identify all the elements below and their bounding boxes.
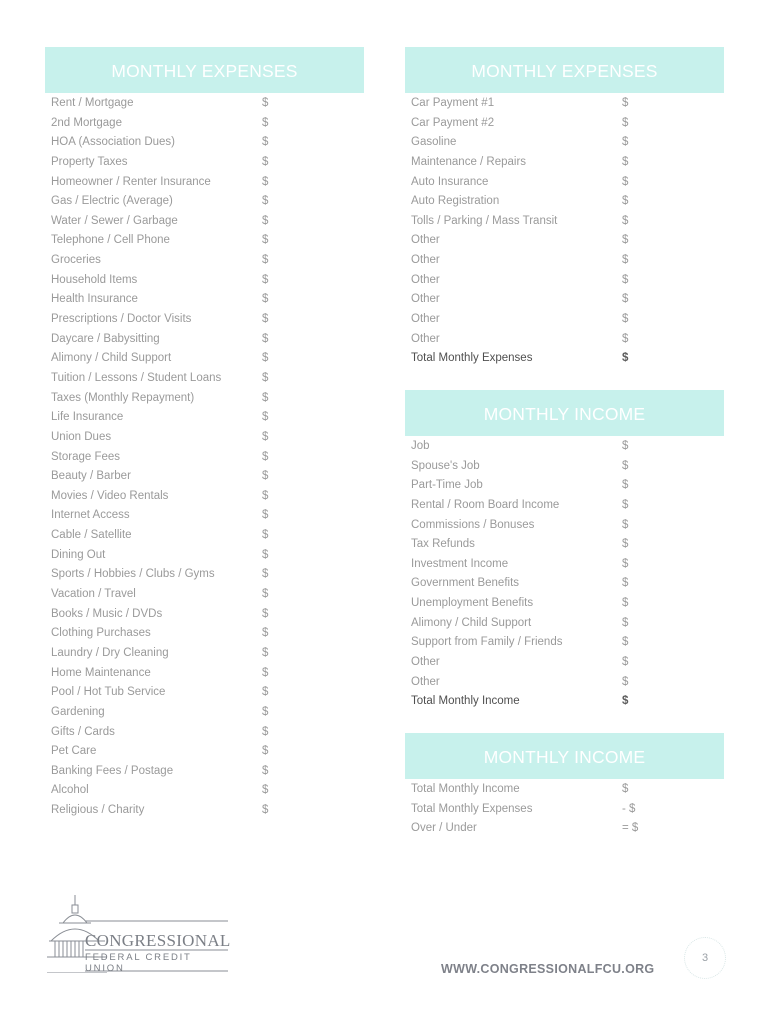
expense-row-label: Daycare / Babysitting xyxy=(51,332,160,345)
expense-row-amount-field[interactable]: $ xyxy=(262,470,269,483)
income-row-amount-field[interactable]: $ xyxy=(622,518,629,531)
expense-row-label: Taxes (Monthly Repayment) xyxy=(51,391,195,404)
expense-row-label: Property Taxes xyxy=(51,155,128,168)
summary-row-label: Over / Under xyxy=(411,822,477,835)
expense-row-amount-field[interactable]: $ xyxy=(262,588,269,601)
expense-row xyxy=(45,664,364,684)
expense-row-amount-field[interactable]: $ xyxy=(262,332,269,345)
total-income-label: Total Monthly Income xyxy=(411,695,520,708)
income-row-label: Job xyxy=(411,439,430,452)
expense-row xyxy=(45,192,364,212)
auto-expense-row xyxy=(405,114,724,134)
expense-row xyxy=(45,251,364,271)
auto-expense-row xyxy=(405,173,724,193)
auto-expense-row-amount-field[interactable]: $ xyxy=(622,313,629,326)
auto-expense-row-amount-field[interactable]: $ xyxy=(622,214,629,227)
expense-row-label: Groceries xyxy=(51,254,101,267)
expense-row-label: Water / Sewer / Garbage xyxy=(51,214,178,227)
expense-row xyxy=(45,546,364,566)
expense-row-label: Gas / Electric (Average) xyxy=(51,195,173,208)
expense-row-label: Pool / Hot Tub Service xyxy=(51,686,166,699)
income-row xyxy=(405,594,724,614)
expense-row-amount-field[interactable]: $ xyxy=(262,804,269,817)
auto-expense-row-amount-field[interactable]: $ xyxy=(622,254,629,267)
income-row xyxy=(405,535,724,555)
total-expenses-amount[interactable]: $ xyxy=(622,352,629,365)
expense-row xyxy=(45,742,364,762)
income-row xyxy=(405,633,724,653)
expense-row-label: Union Dues xyxy=(51,430,112,443)
expense-row-label: Telephone / Cell Phone xyxy=(51,234,170,247)
income-row-amount-field[interactable]: $ xyxy=(622,479,629,492)
expense-row xyxy=(45,506,364,526)
expense-row xyxy=(45,173,364,193)
income-row-amount-field[interactable]: $ xyxy=(622,557,629,570)
expense-row-amount-field[interactable]: $ xyxy=(262,568,269,581)
expense-row xyxy=(45,762,364,782)
expense-row-amount-field[interactable]: $ xyxy=(262,391,269,404)
auto-expense-row-amount-field[interactable]: $ xyxy=(622,136,629,149)
expense-row-amount-field[interactable]: $ xyxy=(262,195,269,208)
expense-row xyxy=(45,428,364,448)
auto-expense-row-label: Gasoline xyxy=(411,136,457,149)
auto-expense-row xyxy=(405,212,724,232)
expense-row xyxy=(45,349,364,369)
expense-row-label: Alimony / Child Support xyxy=(51,352,172,365)
expense-row-label: Gifts / Cards xyxy=(51,725,115,738)
income-row-amount-field[interactable]: $ xyxy=(622,459,629,472)
income-row-label: Support from Family / Friends xyxy=(411,636,563,649)
expense-row-label: Sports / Hobbies / Clubs / Gyms xyxy=(51,568,215,581)
total-expenses-row xyxy=(405,349,724,369)
income-row xyxy=(405,673,724,693)
congressional-logo xyxy=(45,893,230,973)
summary-row xyxy=(405,819,724,839)
expense-row xyxy=(45,624,364,644)
left-expenses-header: MONTHLY EXPENSES xyxy=(45,47,364,93)
expense-row xyxy=(45,94,364,114)
expense-row-label: Homeowner / Renter Insurance xyxy=(51,175,211,188)
expense-row-amount-field[interactable]: $ xyxy=(262,136,269,149)
income-row-label: Investment Income xyxy=(411,557,509,570)
total-income-row xyxy=(405,692,724,712)
expense-row-amount-field[interactable]: $ xyxy=(262,548,269,561)
expense-row-label: Vacation / Travel xyxy=(51,588,136,601)
expense-row xyxy=(45,526,364,546)
expense-row xyxy=(45,389,364,409)
logo-name: CONGRESSIONAL xyxy=(85,931,231,950)
auto-expense-row-amount-field[interactable]: $ xyxy=(622,97,629,109)
expense-row xyxy=(45,644,364,664)
auto-expense-row-label: Maintenance / Repairs xyxy=(411,155,527,168)
expense-row-label: Books / Music / DVDs xyxy=(51,607,163,620)
expense-row-label: Gardening xyxy=(51,705,105,718)
expense-row-amount-field[interactable]: $ xyxy=(262,214,269,227)
expense-row-label: Movies / Video Rentals xyxy=(51,489,169,502)
expense-row xyxy=(45,330,364,350)
expense-row-amount-field[interactable]: $ xyxy=(262,489,269,502)
auto-expense-row-label: Other xyxy=(411,234,440,247)
income-row xyxy=(405,555,724,575)
auto-expense-row-label: Other xyxy=(411,332,440,345)
auto-expense-row-label: Other xyxy=(411,273,440,286)
auto-expense-row-amount-field[interactable]: $ xyxy=(622,195,629,208)
total-expenses-label: Total Monthly Expenses xyxy=(411,352,533,365)
income-row xyxy=(405,437,724,457)
summary-row-amount-field[interactable]: = $ xyxy=(622,822,639,835)
logo-subtitle: FEDERAL CREDIT UNION xyxy=(85,952,192,974)
expense-row xyxy=(45,114,364,134)
expense-row xyxy=(45,723,364,743)
expense-row xyxy=(45,310,364,330)
auto-expense-row xyxy=(405,94,724,114)
summary-row-amount-field[interactable]: $ xyxy=(622,782,629,795)
income-row-amount-field[interactable]: $ xyxy=(622,597,629,610)
income-row-label: Other xyxy=(411,656,440,669)
expense-row xyxy=(45,133,364,153)
income-row-amount-field[interactable]: $ xyxy=(622,656,629,669)
income-row-label: Spouse's Job xyxy=(411,459,480,472)
right-expenses-rows xyxy=(405,93,724,349)
auto-expense-row-label: Car Payment #1 xyxy=(411,97,495,109)
income-row-label: Other xyxy=(411,675,440,688)
expense-row-label: Laundry / Dry Cleaning xyxy=(51,646,169,659)
expense-row xyxy=(45,408,364,428)
expense-row-label: Alcohol xyxy=(51,784,89,797)
income-row-amount-field[interactable]: $ xyxy=(622,439,629,452)
auto-expense-row xyxy=(405,290,724,310)
income-row-label: Government Benefits xyxy=(411,577,520,590)
total-income-amount[interactable]: $ xyxy=(622,695,629,708)
expense-row-label: Health Insurance xyxy=(51,293,138,306)
expense-row-amount-field[interactable]: $ xyxy=(262,116,269,129)
auto-expense-row-amount-field[interactable]: $ xyxy=(622,332,629,345)
auto-expense-row xyxy=(405,153,724,173)
expense-row xyxy=(45,683,364,703)
auto-expense-row-amount-field[interactable]: $ xyxy=(622,175,629,188)
expense-row-amount-field[interactable]: $ xyxy=(262,155,269,168)
expense-row-amount-field[interactable]: $ xyxy=(262,607,269,620)
expense-row xyxy=(45,369,364,389)
summary-rows xyxy=(405,779,724,839)
summary-row-label: Total Monthly Income xyxy=(411,782,520,795)
expense-row-label: Internet Access xyxy=(51,509,130,522)
auto-expense-row-amount-field[interactable]: $ xyxy=(622,293,629,306)
income-row xyxy=(405,516,724,536)
expense-row xyxy=(45,585,364,605)
auto-expense-row-label: Car Payment #2 xyxy=(411,116,495,129)
expense-row-label: Banking Fees / Postage xyxy=(51,764,174,777)
expense-row-amount-field[interactable]: $ xyxy=(262,175,269,188)
expense-row-amount-field[interactable]: $ xyxy=(262,430,269,443)
expense-row xyxy=(45,487,364,507)
auto-expense-row xyxy=(405,330,724,350)
expense-row-label: Tuition / Lessons / Student Loans xyxy=(51,371,222,384)
summary-row xyxy=(405,800,724,820)
right-column xyxy=(405,47,724,839)
income-row-amount-field[interactable]: $ xyxy=(622,616,629,629)
expense-row-amount-field[interactable]: $ xyxy=(262,411,269,424)
auto-expense-row xyxy=(405,310,724,330)
expense-row-label: Clothing Purchases xyxy=(51,627,151,640)
auto-expense-row xyxy=(405,271,724,291)
expense-row xyxy=(45,801,364,821)
expense-row-amount-field[interactable]: $ xyxy=(262,745,269,758)
expense-row xyxy=(45,467,364,487)
expense-row-label: Life Insurance xyxy=(51,411,124,424)
expense-row-amount-field[interactable]: $ xyxy=(262,352,269,365)
income-row-label: Part-Time Job xyxy=(411,479,483,492)
expense-row xyxy=(45,781,364,801)
expense-row-label: HOA (Association Dues) xyxy=(51,136,175,149)
expense-row-amount-field[interactable]: $ xyxy=(262,646,269,659)
expense-row-amount-field[interactable]: $ xyxy=(262,293,269,306)
expense-row xyxy=(45,605,364,625)
expense-row-amount-field[interactable]: $ xyxy=(262,705,269,718)
income-row-amount-field[interactable]: $ xyxy=(622,577,629,590)
income-row xyxy=(405,574,724,594)
left-expenses-rows xyxy=(45,93,364,821)
expense-row-label: Household Items xyxy=(51,273,138,286)
auto-expense-row-label: Other xyxy=(411,313,440,326)
auto-expense-row xyxy=(405,133,724,153)
income-row-amount-field[interactable]: $ xyxy=(622,636,629,649)
auto-expense-row-label: Auto Insurance xyxy=(411,175,489,188)
expense-row-label: Cable / Satellite xyxy=(51,529,132,542)
summary-row-label: Total Monthly Expenses xyxy=(411,802,533,815)
expense-row-amount-field[interactable]: $ xyxy=(262,764,269,777)
income-row-label: Rental / Room Board Income xyxy=(411,498,560,511)
expense-row-label: Dining Out xyxy=(51,548,106,561)
income-rows xyxy=(405,436,724,692)
expense-row-label: Pet Care xyxy=(51,745,97,758)
expense-row-label: Storage Fees xyxy=(51,450,121,463)
auto-expense-row-amount-field[interactable]: $ xyxy=(622,155,629,168)
expense-row-amount-field[interactable]: $ xyxy=(262,450,269,463)
expense-row-amount-field[interactable]: $ xyxy=(262,627,269,640)
income-header: MONTHLY INCOME xyxy=(405,390,724,436)
expense-row-amount-field[interactable]: $ xyxy=(262,686,269,699)
expense-row-amount-field[interactable]: $ xyxy=(262,725,269,738)
auto-expense-row-label: Other xyxy=(411,254,440,267)
auto-expense-row-label: Other xyxy=(411,293,440,306)
auto-expense-row xyxy=(405,192,724,212)
expense-row-label: Prescriptions / Doctor Visits xyxy=(51,313,192,326)
expense-row-label: Religious / Charity xyxy=(51,804,145,817)
income-row-label: Alimony / Child Support xyxy=(411,616,532,629)
expense-row xyxy=(45,448,364,468)
expense-row-amount-field[interactable]: $ xyxy=(262,254,269,267)
expense-row-amount-field[interactable]: $ xyxy=(262,371,269,384)
expense-row-amount-field[interactable]: $ xyxy=(262,313,269,326)
income-row xyxy=(405,496,724,516)
auto-expense-row-amount-field[interactable]: $ xyxy=(622,116,629,129)
summary-header: MONTHLY INCOME xyxy=(405,733,724,779)
auto-expense-row xyxy=(405,251,724,271)
summary-row-amount-field[interactable]: - $ xyxy=(622,802,636,815)
expense-row-amount-field[interactable]: $ xyxy=(262,273,269,286)
website-link[interactable]: WWW.CONGRESSIONALFCU.ORG xyxy=(441,962,655,976)
auto-expense-row-label: Tolls / Parking / Mass Transit xyxy=(411,214,558,227)
left-expenses-column xyxy=(45,47,364,821)
expense-row xyxy=(45,565,364,585)
expense-row-amount-field[interactable]: $ xyxy=(262,529,269,542)
income-row-amount-field[interactable]: $ xyxy=(622,498,629,511)
auto-expense-row-amount-field[interactable]: $ xyxy=(622,234,629,247)
auto-expense-row-label: Auto Registration xyxy=(411,195,500,208)
right-expenses-header: MONTHLY EXPENSES xyxy=(405,47,724,93)
expense-row-label: 2nd Mortgage xyxy=(51,116,122,129)
expense-row-amount-field[interactable]: $ xyxy=(262,234,269,247)
income-row xyxy=(405,653,724,673)
income-row xyxy=(405,457,724,477)
expense-row-label: Rent / Mortgage xyxy=(51,97,134,109)
expense-row xyxy=(45,290,364,310)
expense-row xyxy=(45,153,364,173)
income-row-amount-field[interactable]: $ xyxy=(622,675,629,688)
income-row-label: Tax Refunds xyxy=(411,538,475,551)
auto-expense-row xyxy=(405,231,724,251)
expense-row xyxy=(45,271,364,291)
auto-expense-row-amount-field[interactable]: $ xyxy=(622,273,629,286)
summary-row xyxy=(405,780,724,800)
expense-row xyxy=(45,212,364,232)
income-row-label: Commissions / Bonuses xyxy=(411,518,535,531)
income-row-label: Unemployment Benefits xyxy=(411,597,534,610)
expense-row-amount-field[interactable]: $ xyxy=(262,97,269,109)
income-row xyxy=(405,476,724,496)
expense-row xyxy=(45,703,364,723)
expense-row-label: Home Maintenance xyxy=(51,666,151,679)
expense-row-amount-field[interactable]: $ xyxy=(262,784,269,797)
expense-row-amount-field[interactable]: $ xyxy=(262,666,269,679)
income-row xyxy=(405,614,724,634)
page-number: 3 xyxy=(684,937,726,979)
income-row-amount-field[interactable]: $ xyxy=(622,538,629,551)
expense-row-amount-field[interactable]: $ xyxy=(262,509,269,522)
expense-row-label: Beauty / Barber xyxy=(51,470,131,483)
expense-row xyxy=(45,231,364,251)
